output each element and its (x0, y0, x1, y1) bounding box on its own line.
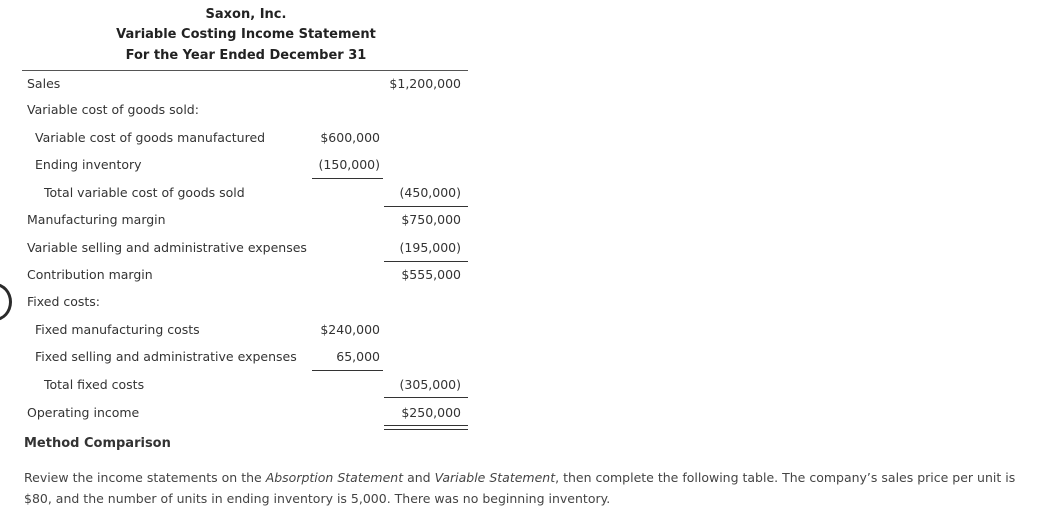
operating-income-label: Operating income (27, 405, 140, 420)
sales-label: Sales (27, 76, 61, 91)
statement-period: For the Year Ended December 31 (125, 48, 367, 63)
instructions-text: Review the income statements on the (24, 470, 266, 485)
row-total-variable-cogs (22, 180, 468, 206)
total-fixed-costs-label: Total fixed costs (44, 377, 145, 392)
row-contribution-margin (22, 262, 468, 288)
absorption-statement-reference: Absorption Statement (265, 470, 404, 485)
fixed-selling-admin-amount: 65,000 (336, 349, 380, 364)
sales-total: $1,200,000 (389, 76, 461, 91)
row-fixed-selling-admin (22, 344, 468, 370)
operating-income-total: $250,000 (401, 405, 461, 420)
total-variable-cogs-total: (450,000) (399, 185, 461, 200)
row-total-fixed-costs (22, 372, 468, 398)
subtotal-underline (312, 178, 383, 179)
statement-title: Variable Costing Income Statement (116, 27, 376, 42)
row-variable-selling-admin (22, 235, 468, 261)
row-sales (22, 71, 468, 97)
radio-circle-icon (0, 283, 12, 321)
variable-statement-reference: Variable Statement (434, 470, 556, 485)
row-manufacturing-margin (22, 207, 468, 233)
row-variable-cogm (22, 125, 468, 151)
row-fixed-manufacturing (22, 317, 468, 343)
contribution-margin-total: $555,000 (401, 267, 461, 282)
method-comparison-title: Method Comparison (24, 436, 171, 451)
row-operating-income (22, 400, 468, 426)
double-underline (384, 425, 468, 430)
instructions-paragraph (24, 467, 1036, 509)
manufacturing-margin-total: $750,000 (401, 212, 461, 227)
total-variable-cogs-label: Total variable cost of goods sold (44, 185, 245, 200)
total-underline (384, 397, 468, 398)
ending-inventory-label: Ending inventory (35, 157, 142, 172)
row-fixed-costs-heading (22, 289, 468, 315)
instructions-text: and (403, 470, 435, 485)
fixed-costs-heading-label: Fixed costs: (27, 294, 101, 309)
fixed-selling-admin-label: Fixed selling and administrative expenses (35, 349, 297, 364)
total-fixed-costs-total: (305,000) (399, 377, 461, 392)
manufacturing-margin-label: Manufacturing margin (27, 212, 166, 227)
instructions-text: , then complete the following table. The company’s sales price per unit is $80, and the number of units in ending inventory is 5,000. There was no beginning inventory. (24, 470, 1016, 506)
variable-selling-admin-label: Variable selling and administrative expenses (27, 240, 307, 255)
subtotal-underline (312, 370, 383, 371)
ending-inventory-amount: (150,000) (318, 157, 380, 172)
variable-cogm-amount: $600,000 (320, 130, 380, 145)
variable-selling-admin-total: (195,000) (399, 240, 461, 255)
row-variable-cogs-heading (22, 97, 468, 123)
variable-cogs-heading-label: Variable cost of goods sold: (27, 102, 199, 117)
contribution-margin-label: Contribution margin (27, 267, 153, 282)
variable-cogm-label: Variable cost of goods manufactured (35, 130, 266, 145)
company-name: Saxon, Inc. (205, 7, 287, 22)
fixed-manufacturing-amount: $240,000 (320, 322, 380, 337)
row-ending-inventory (22, 152, 468, 178)
fixed-manufacturing-label: Fixed manufacturing costs (35, 322, 200, 337)
